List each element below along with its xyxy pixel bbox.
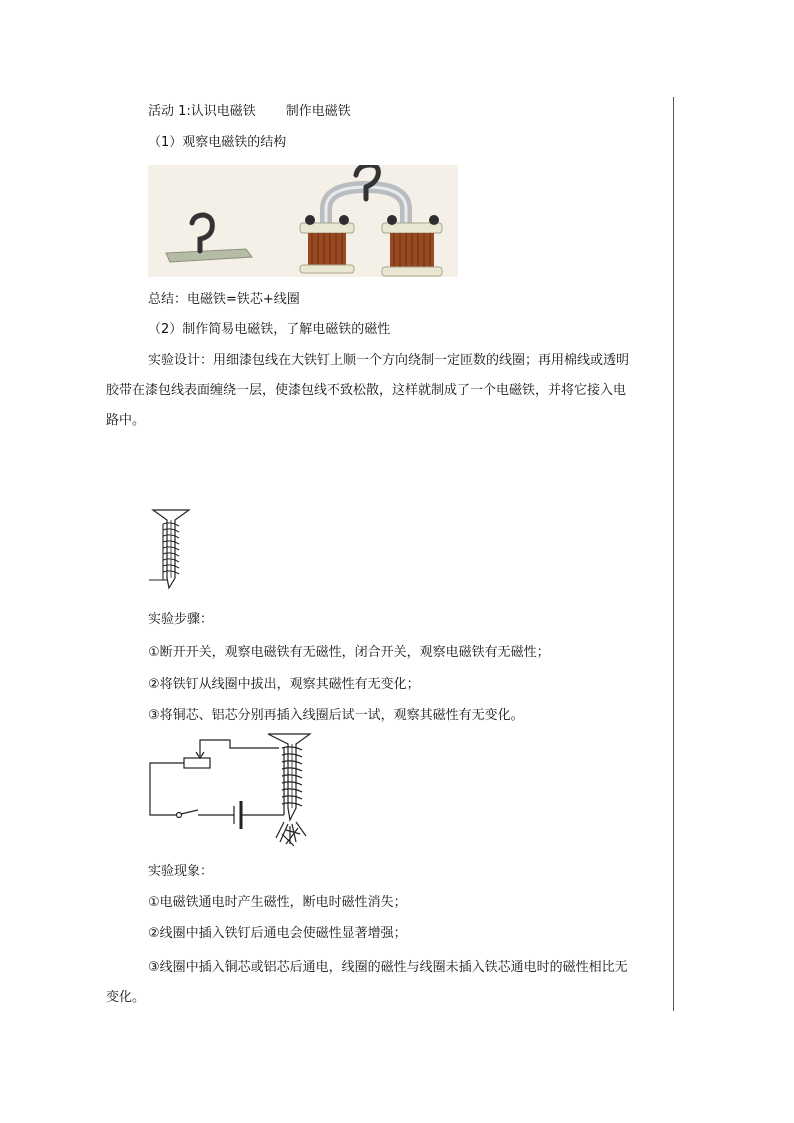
activity-title-part2: 制作电磁铁	[285, 104, 351, 119]
design-line1: 实验设计：用细漆包线在大铁钉上顺一个方向绕制一定匝数的线圈；再用棉线或透明	[148, 353, 630, 368]
phenomenon-3-line2: 变化。	[106, 990, 146, 1005]
step-3: ③将铜芯、铝芯分别再插入线圈后试一试，观察其磁性有无变化。	[148, 708, 524, 723]
steps-heading: 实验步骤：	[148, 612, 214, 627]
section2-heading: （2）制作简易电磁铁，了解电磁铁的磁性	[148, 322, 391, 337]
phenomenon-3	[106, 953, 670, 1013]
design-line2: 胶带在漆包线表面缠绕一层，使漆包线不致松散，这样就制成了一个电磁铁，并将它接入电	[106, 383, 627, 398]
step-1: ①断开开关，观察电磁铁有无磁性，闭合开关，观察电磁铁有无磁性；	[148, 645, 550, 660]
phenomenon-1: ①电磁铁通电时产生磁性，断电时磁性消失；	[148, 895, 407, 910]
circuit-diagram	[146, 730, 326, 855]
activity-title-part1: 活动 1:认识电磁铁	[148, 104, 256, 119]
electromagnet-photo	[148, 165, 458, 277]
table-border-right	[673, 97, 674, 1011]
nail-coil-diagram	[145, 508, 195, 593]
electromagnet-photo-illustration	[148, 165, 458, 277]
activity-title	[148, 102, 351, 122]
step-2: ②将铁钉从线圈中拔出，观察其磁性有无变化；	[148, 677, 420, 692]
design-paragraph	[106, 346, 670, 436]
design-line3: 路中。	[106, 413, 146, 428]
phenomenon-3-line1: ③线圈中插入铜芯或铝芯后通电，线圈的磁性与线圈未插入铁芯通电时的磁性相比无	[148, 960, 628, 975]
phenomena-heading: 实验现象：	[148, 864, 214, 879]
phenomenon-2: ②线圈中插入铁钉后通电会使磁性显著增强；	[148, 926, 407, 941]
section1-heading: （1）观察电磁铁的结构	[148, 135, 287, 150]
summary: 总结：电磁铁=铁芯+线圈	[148, 292, 300, 307]
